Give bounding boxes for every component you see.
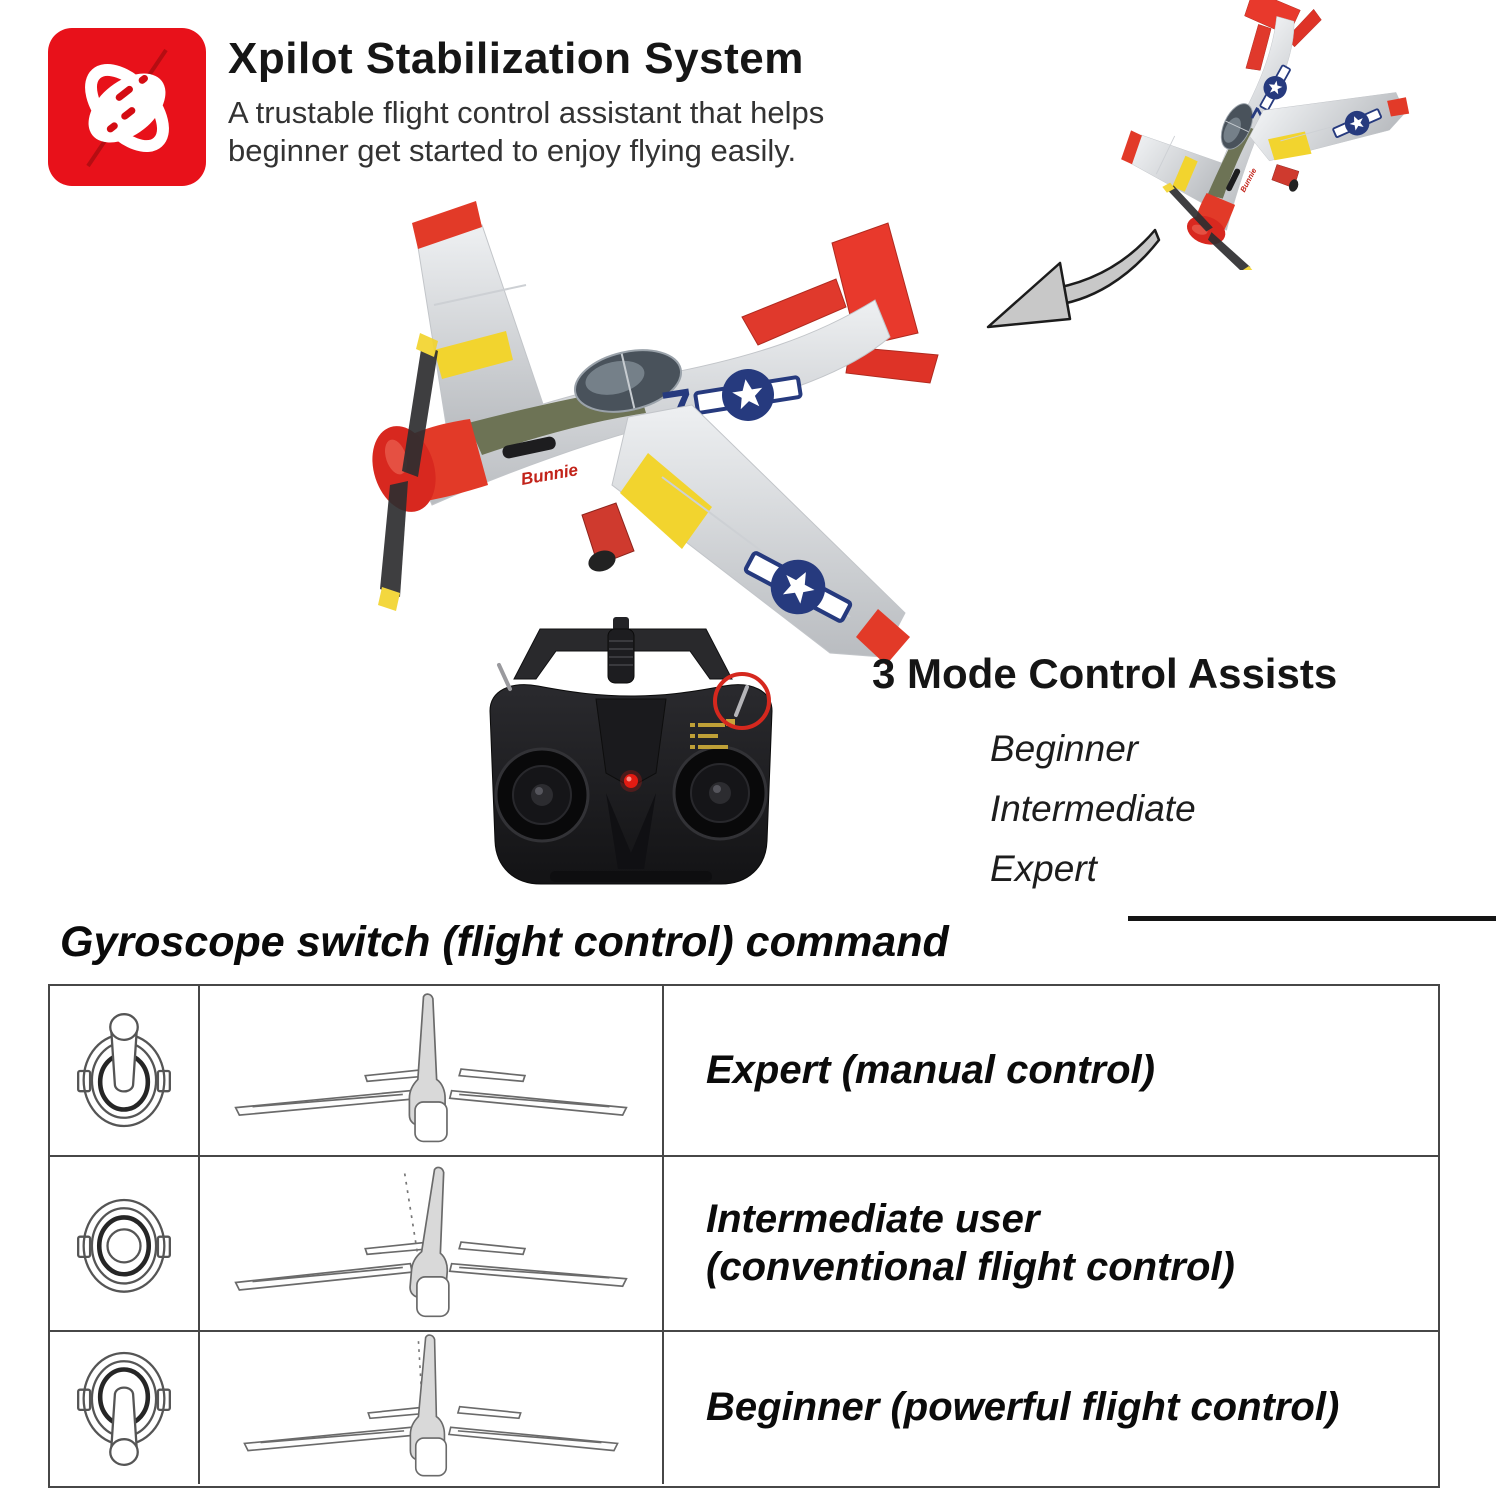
mode-item-beginner: Beginner — [990, 728, 1139, 769]
modes-heading: 3 Mode Control Assists — [872, 650, 1338, 697]
xpilot-app-icon — [48, 28, 206, 186]
table-row-beginner — [50, 1332, 1438, 1484]
row-label: Intermediate user (conventional flight control) — [706, 1197, 1235, 1289]
page-title: Xpilot Stabilization System — [228, 34, 804, 83]
plane-front-view-stabilized — [216, 1334, 646, 1482]
toggle-up-icon — [69, 1006, 179, 1136]
main-plane-illustration — [330, 185, 1010, 685]
row-label: Expert (manual control) — [706, 1047, 1155, 1092]
table-row-expert — [50, 986, 1438, 1157]
left-stick — [496, 749, 588, 841]
gyroscope-icon — [48, 28, 206, 186]
right-stick — [674, 747, 766, 839]
transmitter-illustration — [480, 615, 780, 905]
row-label: Beginner (powerful flight control) — [706, 1385, 1340, 1430]
antenna-icon — [608, 617, 634, 683]
toggle-down-icon — [69, 1343, 179, 1473]
divider-rule — [1128, 916, 1496, 921]
left-toggle-switch — [499, 665, 510, 689]
toggle-middle-icon — [69, 1179, 179, 1309]
plane-front-view-level — [216, 993, 646, 1148]
mode-item-intermediate: Intermediate — [990, 788, 1196, 829]
power-led — [620, 770, 642, 792]
subtitle-line-2: beginner get started to enjoy flying easily. — [228, 133, 797, 169]
page-subtitle — [228, 94, 824, 170]
subtitle-line-1: A trustable flight control assistant that helps — [228, 95, 825, 130]
plane-front-view-banked — [216, 1166, 646, 1321]
table-row-intermediate — [50, 1157, 1438, 1332]
gyro-mode-table — [48, 984, 1440, 1488]
mode-item-expert: Expert — [990, 848, 1097, 889]
gyro-section-heading: Gyroscope switch (flight control) command — [60, 918, 949, 966]
